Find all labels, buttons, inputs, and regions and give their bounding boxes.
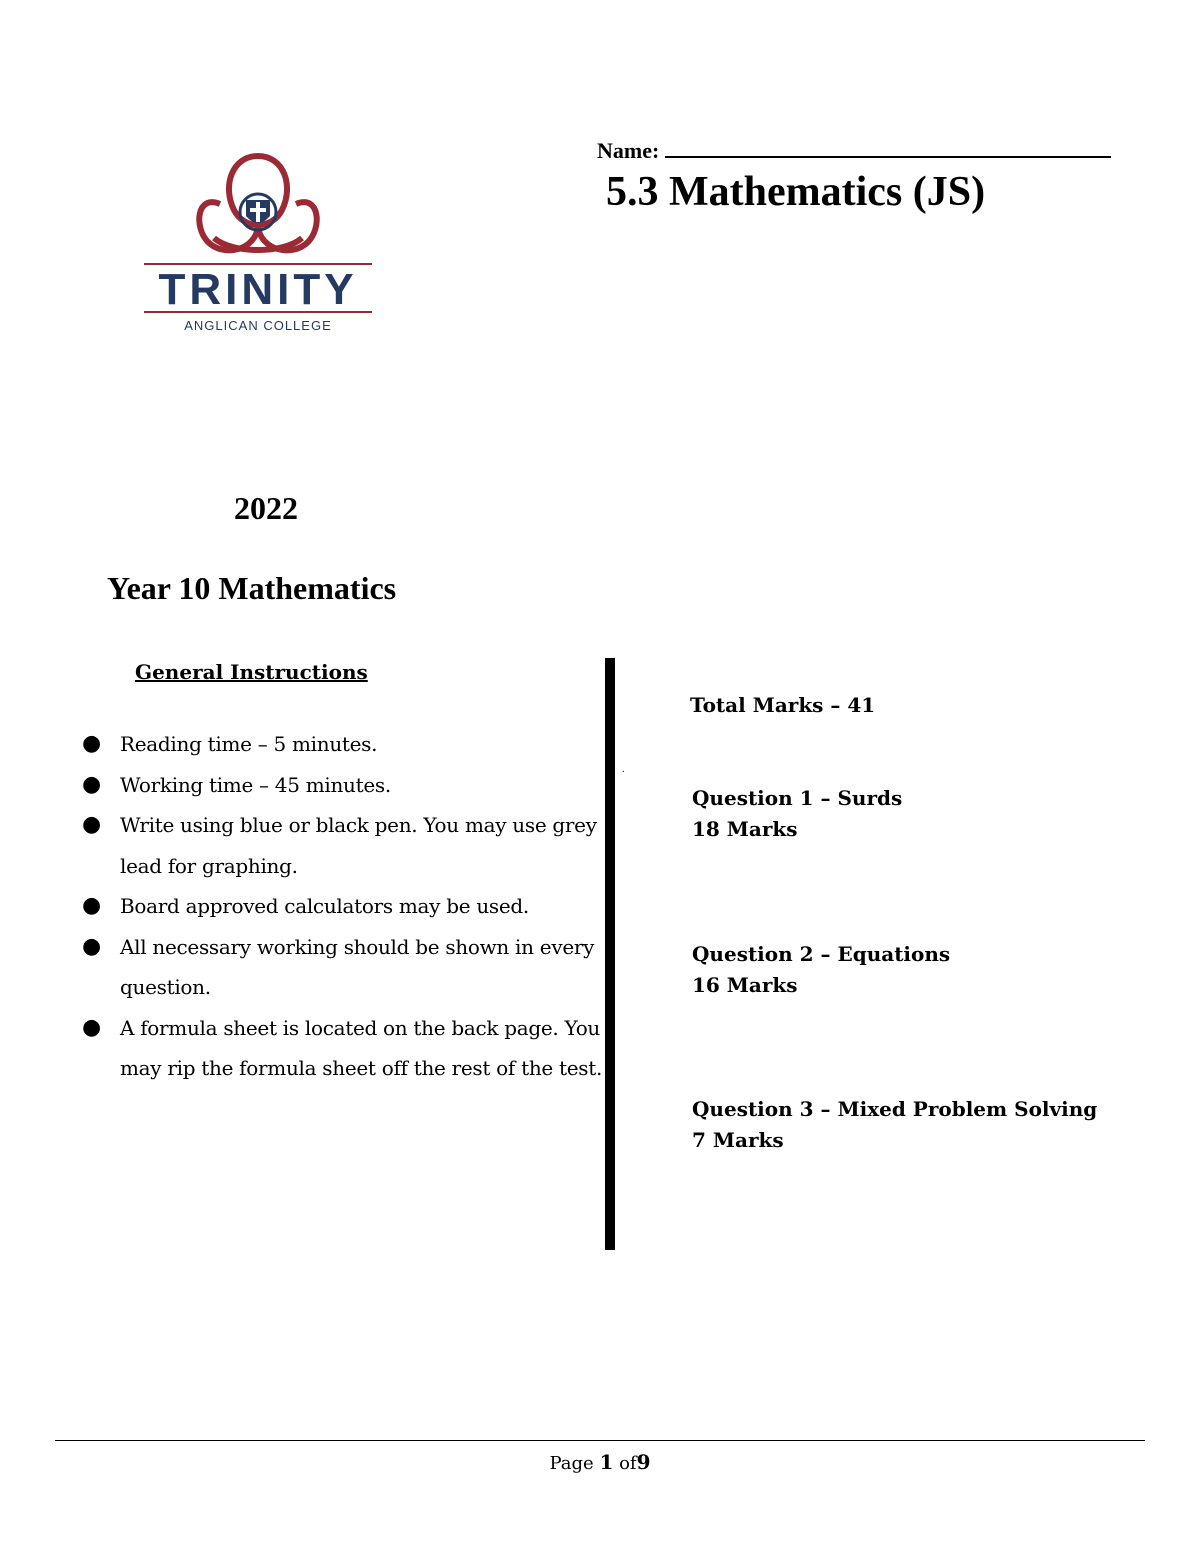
bullet-icon: ●	[82, 812, 101, 837]
list-item: ● Board approved calculators may be used.	[74, 886, 604, 927]
question-2-summary	[692, 939, 950, 1001]
bullet-icon: ●	[82, 771, 101, 797]
question-title: Question 1 – Surds	[692, 786, 903, 810]
logo-subtitle: ANGLICAN COLLEGE	[184, 318, 332, 333]
bullet-icon: ●	[82, 1014, 101, 1040]
question-1-summary	[692, 783, 902, 845]
list-item: ● A formula sheet is located on the back page. You may rip the formula sheet off the rest of the test.	[74, 1008, 604, 1089]
logo-wordmark: TRINITY	[158, 265, 358, 314]
exam-subject: Year 10 Mathematics	[107, 570, 397, 606]
name-blank-line[interactable]	[665, 138, 1111, 158]
question-marks: 18 Marks	[692, 817, 798, 841]
question-title: Question 3 – Mixed Problem Solving	[692, 1097, 1098, 1121]
list-item: ● Reading time – 5 minutes.	[74, 724, 604, 765]
question-title: Question 2 – Equations	[692, 942, 951, 966]
question-marks: 16 Marks	[692, 973, 798, 997]
exam-year: 2022	[234, 490, 298, 526]
list-item: ● Working time – 45 minutes.	[74, 765, 604, 806]
total-marks: Total Marks – 41	[690, 693, 876, 717]
list-item: ● All necessary working should be shown in every question.	[74, 927, 604, 1008]
course-title: 5.3 Mathematics (JS)	[606, 169, 986, 215]
instructions-list	[74, 724, 604, 1089]
bullet-icon: ●	[82, 731, 101, 756]
question-marks: 7 Marks	[692, 1128, 784, 1152]
page-number: Page 1 of9	[549, 1450, 651, 1474]
trinity-knot-icon	[134, 138, 382, 366]
column-divider	[605, 658, 615, 1250]
bullet-icon: ●	[82, 893, 101, 918]
bullet-icon: ●	[82, 933, 101, 959]
college-logo	[134, 138, 382, 366]
question-3-summary	[692, 1094, 1097, 1156]
list-item: ● Write using blue or black pen. You may use grey lead for graphing.	[74, 805, 604, 886]
name-label: Name:	[597, 138, 660, 163]
instructions-heading: General Instructions	[135, 660, 368, 684]
footer-rule	[55, 1440, 1145, 1441]
student-name-field[interactable]	[597, 138, 1111, 164]
stray-mark: .	[622, 764, 625, 775]
